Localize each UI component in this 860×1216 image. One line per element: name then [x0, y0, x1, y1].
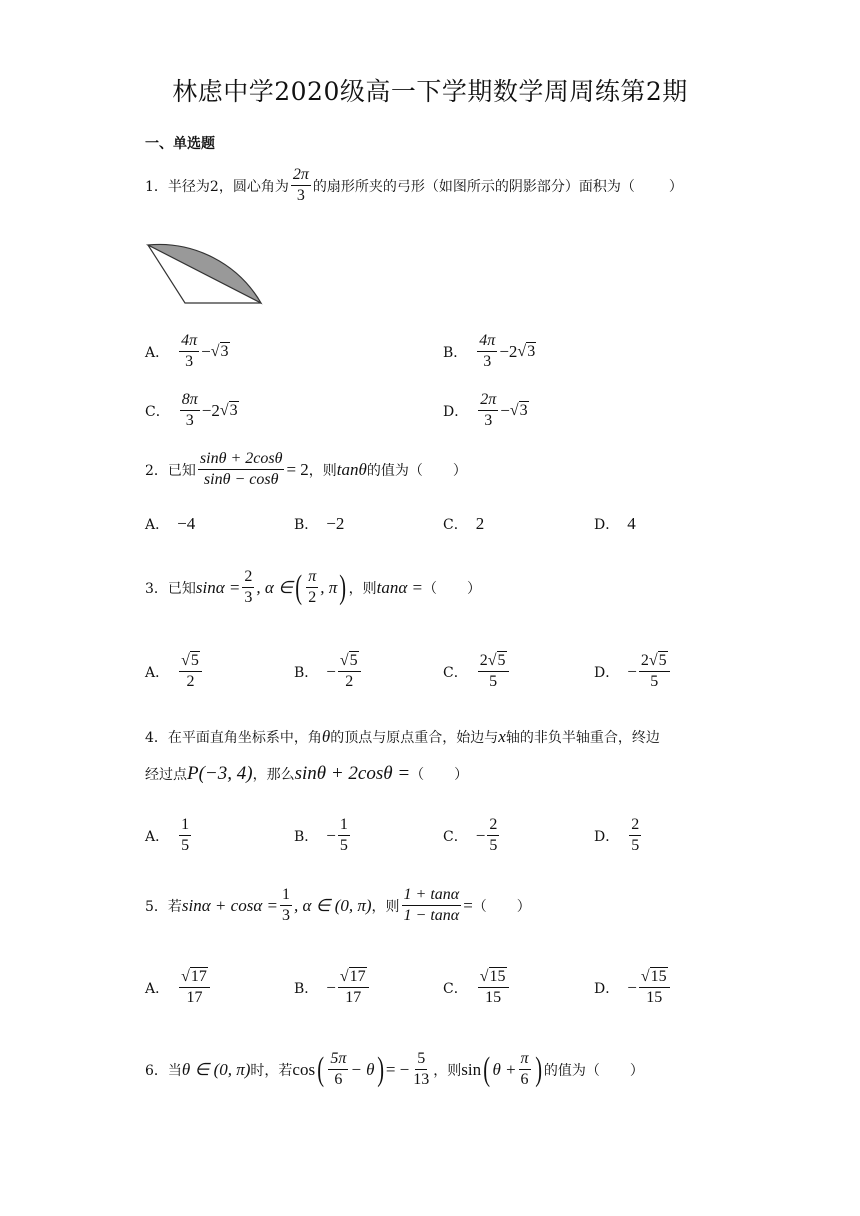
- fraction: [338, 652, 361, 691]
- denominator: 5: [650, 673, 659, 690]
- fraction: [180, 391, 200, 430]
- option-label: B．: [294, 517, 319, 533]
- question-text: ，则: [348, 580, 377, 597]
- math-expr: , α ∈: [256, 577, 293, 597]
- radicand: 5: [658, 652, 667, 669]
- option-sign: −: [326, 977, 336, 997]
- math-expr: = 2: [286, 459, 309, 479]
- math-expr: sinα + cosα =: [181, 895, 278, 915]
- question-text: 已知: [167, 462, 196, 479]
- radicand: 17: [190, 968, 207, 985]
- option-sign: −: [475, 825, 486, 845]
- question-number: 5．: [145, 898, 168, 915]
- option-term: −2: [499, 341, 518, 361]
- numerator: 8π: [180, 391, 200, 411]
- option-b[interactable]: [294, 514, 344, 534]
- math-expr: tanα =: [376, 577, 423, 597]
- answer-paren: ）: [466, 580, 481, 597]
- option-a[interactable]: [145, 332, 230, 371]
- fraction: [328, 1050, 348, 1089]
- fraction: [179, 332, 199, 371]
- fraction: [629, 816, 641, 855]
- denominator: 1 − tanα: [403, 907, 460, 924]
- option-d[interactable]: [594, 514, 636, 534]
- option-value: 4: [627, 514, 636, 533]
- question-text: 经过点: [145, 767, 187, 783]
- numerator: 1: [338, 816, 350, 836]
- option-c[interactable]: [145, 391, 239, 430]
- numerator: 4π: [477, 332, 497, 352]
- numerator: √17: [338, 968, 369, 988]
- answer-paren: ）: [516, 898, 531, 915]
- question-text: （: [422, 580, 437, 597]
- math-expr: = −: [385, 1059, 410, 1079]
- question-text: ，则: [308, 462, 337, 479]
- right-paren: ): [339, 568, 347, 606]
- numerator: 5: [415, 1050, 427, 1070]
- option-value: −4: [177, 514, 196, 533]
- fraction: [487, 816, 499, 855]
- fraction: [291, 166, 311, 205]
- fraction: [478, 968, 509, 1007]
- question-number: 2．: [145, 462, 168, 479]
- question-text: 时，若: [250, 1062, 293, 1079]
- option-label: A．: [145, 828, 170, 845]
- question-text: ，则: [433, 1062, 462, 1079]
- question-text: 轴的非负半轴重合，终边: [505, 730, 660, 746]
- coefficient: 2: [479, 652, 488, 669]
- question-text: ，那么: [252, 767, 295, 783]
- math-expr: θ: [321, 727, 331, 746]
- denominator: 13: [413, 1071, 430, 1088]
- radicand: 3: [519, 401, 528, 419]
- denominator: 5: [181, 837, 190, 854]
- option-label: C．: [145, 403, 170, 420]
- math-expr: tanθ: [336, 459, 367, 479]
- option-label: D．: [594, 664, 620, 681]
- numerator: 1: [179, 816, 191, 836]
- option-sign: −: [326, 825, 336, 845]
- option-label: A．: [145, 517, 170, 533]
- math-expr: cos: [292, 1059, 316, 1079]
- option-label: A．: [145, 344, 170, 361]
- option-label: D．: [443, 403, 469, 420]
- radicand: 17: [349, 968, 366, 985]
- option-d[interactable]: [594, 968, 672, 1007]
- denominator: 2: [308, 589, 317, 606]
- option-a[interactable]: [145, 514, 195, 534]
- question-4-line-2: [145, 763, 468, 785]
- denominator: 6: [334, 1071, 343, 1088]
- option-b[interactable]: [294, 968, 371, 1007]
- question-text: 当: [167, 1062, 182, 1079]
- option-term: −: [500, 400, 510, 420]
- question-number: 4．: [145, 730, 168, 746]
- numerator: 1: [280, 886, 292, 906]
- question-1: [145, 166, 683, 205]
- math-expr: =: [463, 895, 473, 915]
- question-text: 半径为2，圆心角为: [167, 178, 289, 195]
- option-b[interactable]: [294, 816, 352, 855]
- numerator: √17: [179, 968, 210, 988]
- fraction: [519, 1050, 531, 1089]
- option-a[interactable]: [145, 968, 212, 1007]
- numerator: π: [306, 568, 318, 588]
- radicand: 15: [489, 968, 506, 985]
- denominator: 3: [185, 353, 194, 370]
- math-expr: sinα =: [195, 577, 241, 597]
- question-text: 的扇形所夹的弓形（如图所示的阴影部分）面积为（: [312, 178, 635, 195]
- question-number: 3．: [145, 580, 168, 597]
- fraction: [411, 1050, 431, 1089]
- option-term: −: [201, 341, 211, 361]
- math-expr: sin: [461, 1059, 482, 1079]
- option-label: A．: [145, 980, 170, 997]
- denominator: 3: [281, 907, 290, 924]
- fraction: [338, 816, 350, 855]
- numerator: √5: [179, 652, 202, 672]
- option-c[interactable]: [443, 968, 511, 1007]
- numerator: 2√5: [478, 652, 509, 672]
- math-expr: θ ∈ (0, π): [181, 1059, 251, 1079]
- math-expr: sinθ + 2cosθ =: [294, 763, 411, 784]
- option-label: D．: [594, 980, 620, 997]
- numerator: 2: [242, 568, 254, 588]
- question-text: 的顶点与原点重合，始边与: [330, 730, 499, 746]
- denominator: 15: [485, 989, 502, 1006]
- denominator: 5: [489, 837, 498, 854]
- question-5: [145, 886, 531, 925]
- denominator: 5: [339, 837, 348, 854]
- option-label: B．: [294, 664, 319, 681]
- numerator: π: [519, 1050, 531, 1070]
- option-label: C．: [443, 828, 468, 845]
- radicand: 5: [497, 652, 506, 669]
- option-d[interactable]: [594, 652, 672, 691]
- numerator: 2π: [291, 166, 311, 186]
- question-text: 的值为（: [366, 462, 423, 479]
- math-expr: P(−3, 4): [187, 763, 253, 784]
- denominator: 17: [186, 989, 203, 1006]
- math-expr: , π: [320, 577, 338, 597]
- option-label: C．: [443, 980, 468, 997]
- radicand: 15: [650, 968, 667, 985]
- fraction: [477, 332, 497, 371]
- question-4-line-1: [145, 727, 660, 747]
- math-expr: θ +: [492, 1059, 517, 1079]
- coefficient: 2: [640, 652, 649, 669]
- option-label: B．: [294, 828, 319, 845]
- radicand: 3: [527, 342, 536, 360]
- numerator: 5π: [328, 1050, 348, 1070]
- fraction: [478, 652, 509, 691]
- left-paren: (: [317, 1050, 325, 1088]
- option-sign: −: [627, 661, 637, 681]
- fraction: [280, 886, 292, 925]
- fraction: [402, 886, 462, 925]
- fraction: [639, 652, 670, 691]
- fraction: [478, 391, 498, 430]
- option-c[interactable]: [443, 514, 484, 534]
- question-text: 在平面直角坐标系中，角: [167, 730, 322, 746]
- question-text: 若: [167, 898, 182, 915]
- sqrt: √3: [219, 401, 238, 419]
- denominator: 5: [631, 837, 640, 854]
- question-text: 的值为（: [543, 1062, 600, 1079]
- fraction: [639, 968, 670, 1007]
- numerator: √15: [639, 968, 670, 988]
- question-6: [145, 1050, 644, 1089]
- answer-paren: ）: [629, 1062, 644, 1079]
- numerator: 4π: [179, 332, 199, 352]
- numerator: 2√5: [639, 652, 670, 672]
- left-paren: (: [295, 568, 302, 606]
- question-number: 6．: [145, 1062, 168, 1079]
- numerator: sinθ + 2cosθ: [198, 450, 285, 470]
- option-term: −2: [201, 400, 220, 420]
- option-label: B．: [443, 344, 468, 361]
- question-text: （: [472, 898, 487, 915]
- question-2: [145, 450, 467, 489]
- fraction: [179, 968, 210, 1007]
- numerator: √15: [478, 968, 509, 988]
- option-a[interactable]: [145, 652, 204, 691]
- math-expr: , α ∈ (0, π): [293, 895, 372, 915]
- denominator: 2: [345, 673, 354, 690]
- answer-paren: ）: [454, 767, 469, 783]
- radicand: 5: [190, 652, 199, 669]
- option-label: C．: [443, 517, 468, 533]
- numerator: 2π: [478, 391, 498, 411]
- answer-paren: ）: [452, 462, 467, 479]
- math-expr: x: [498, 727, 506, 746]
- question-text: （: [410, 767, 425, 783]
- answer-paren: ）: [668, 178, 683, 195]
- question-text: 已知: [167, 580, 196, 597]
- denominator: 3: [185, 412, 194, 429]
- question-text: ，则: [371, 898, 400, 915]
- option-value: 2: [475, 514, 485, 533]
- option-d[interactable]: [443, 391, 529, 430]
- option-label: C．: [443, 664, 468, 681]
- option-label: B．: [294, 980, 319, 997]
- numerator: √5: [338, 652, 361, 672]
- radicand: 5: [349, 652, 358, 669]
- denominator: sinθ − cosθ: [203, 471, 279, 488]
- fraction: [198, 450, 285, 489]
- fraction: [306, 568, 318, 607]
- numerator: 1 + tanα: [402, 886, 462, 906]
- denominator: 2: [186, 673, 195, 690]
- fraction: [338, 968, 369, 1007]
- denominator: 6: [520, 1071, 529, 1088]
- right-paren: ): [534, 1050, 542, 1088]
- option-sign: −: [326, 661, 336, 681]
- option-d[interactable]: [594, 816, 643, 855]
- option-value: −2: [326, 514, 345, 533]
- question-number: 1．: [145, 178, 168, 195]
- option-label: D．: [594, 828, 620, 845]
- denominator: 17: [345, 989, 362, 1006]
- option-label: A．: [145, 664, 170, 681]
- page-title: 林虑中学2020级高一下学期数学周周练第2期: [172, 77, 688, 106]
- radicand: 3: [229, 401, 238, 419]
- option-sign: −: [627, 977, 637, 997]
- denominator: 5: [489, 673, 498, 690]
- denominator: 3: [244, 589, 253, 606]
- denominator: 3: [484, 412, 493, 429]
- segment-figure: [145, 232, 265, 307]
- numerator: 2: [487, 816, 499, 836]
- radicand: 3: [220, 342, 229, 360]
- sqrt: √3: [517, 342, 536, 360]
- denominator: 3: [483, 353, 492, 370]
- option-a[interactable]: [145, 816, 193, 855]
- fraction: [179, 652, 202, 691]
- shaded-segment: [148, 244, 261, 303]
- option-c[interactable]: [443, 652, 511, 691]
- math-expr: − θ: [350, 1059, 375, 1079]
- fraction: [179, 816, 191, 855]
- option-b[interactable]: [294, 652, 363, 691]
- left-paren: (: [483, 1050, 491, 1088]
- denominator: 3: [296, 187, 305, 204]
- question-3: [145, 568, 481, 607]
- fraction: [242, 568, 254, 607]
- sqrt: √3: [210, 342, 229, 360]
- numerator: 2: [629, 816, 641, 836]
- sqrt: √3: [509, 401, 528, 419]
- right-paren: ): [376, 1050, 384, 1088]
- denominator: 15: [646, 989, 663, 1006]
- option-label: D．: [594, 517, 620, 533]
- option-b[interactable]: [443, 332, 536, 371]
- section-heading: 一、单选题: [145, 136, 215, 152]
- option-c[interactable]: [443, 816, 501, 855]
